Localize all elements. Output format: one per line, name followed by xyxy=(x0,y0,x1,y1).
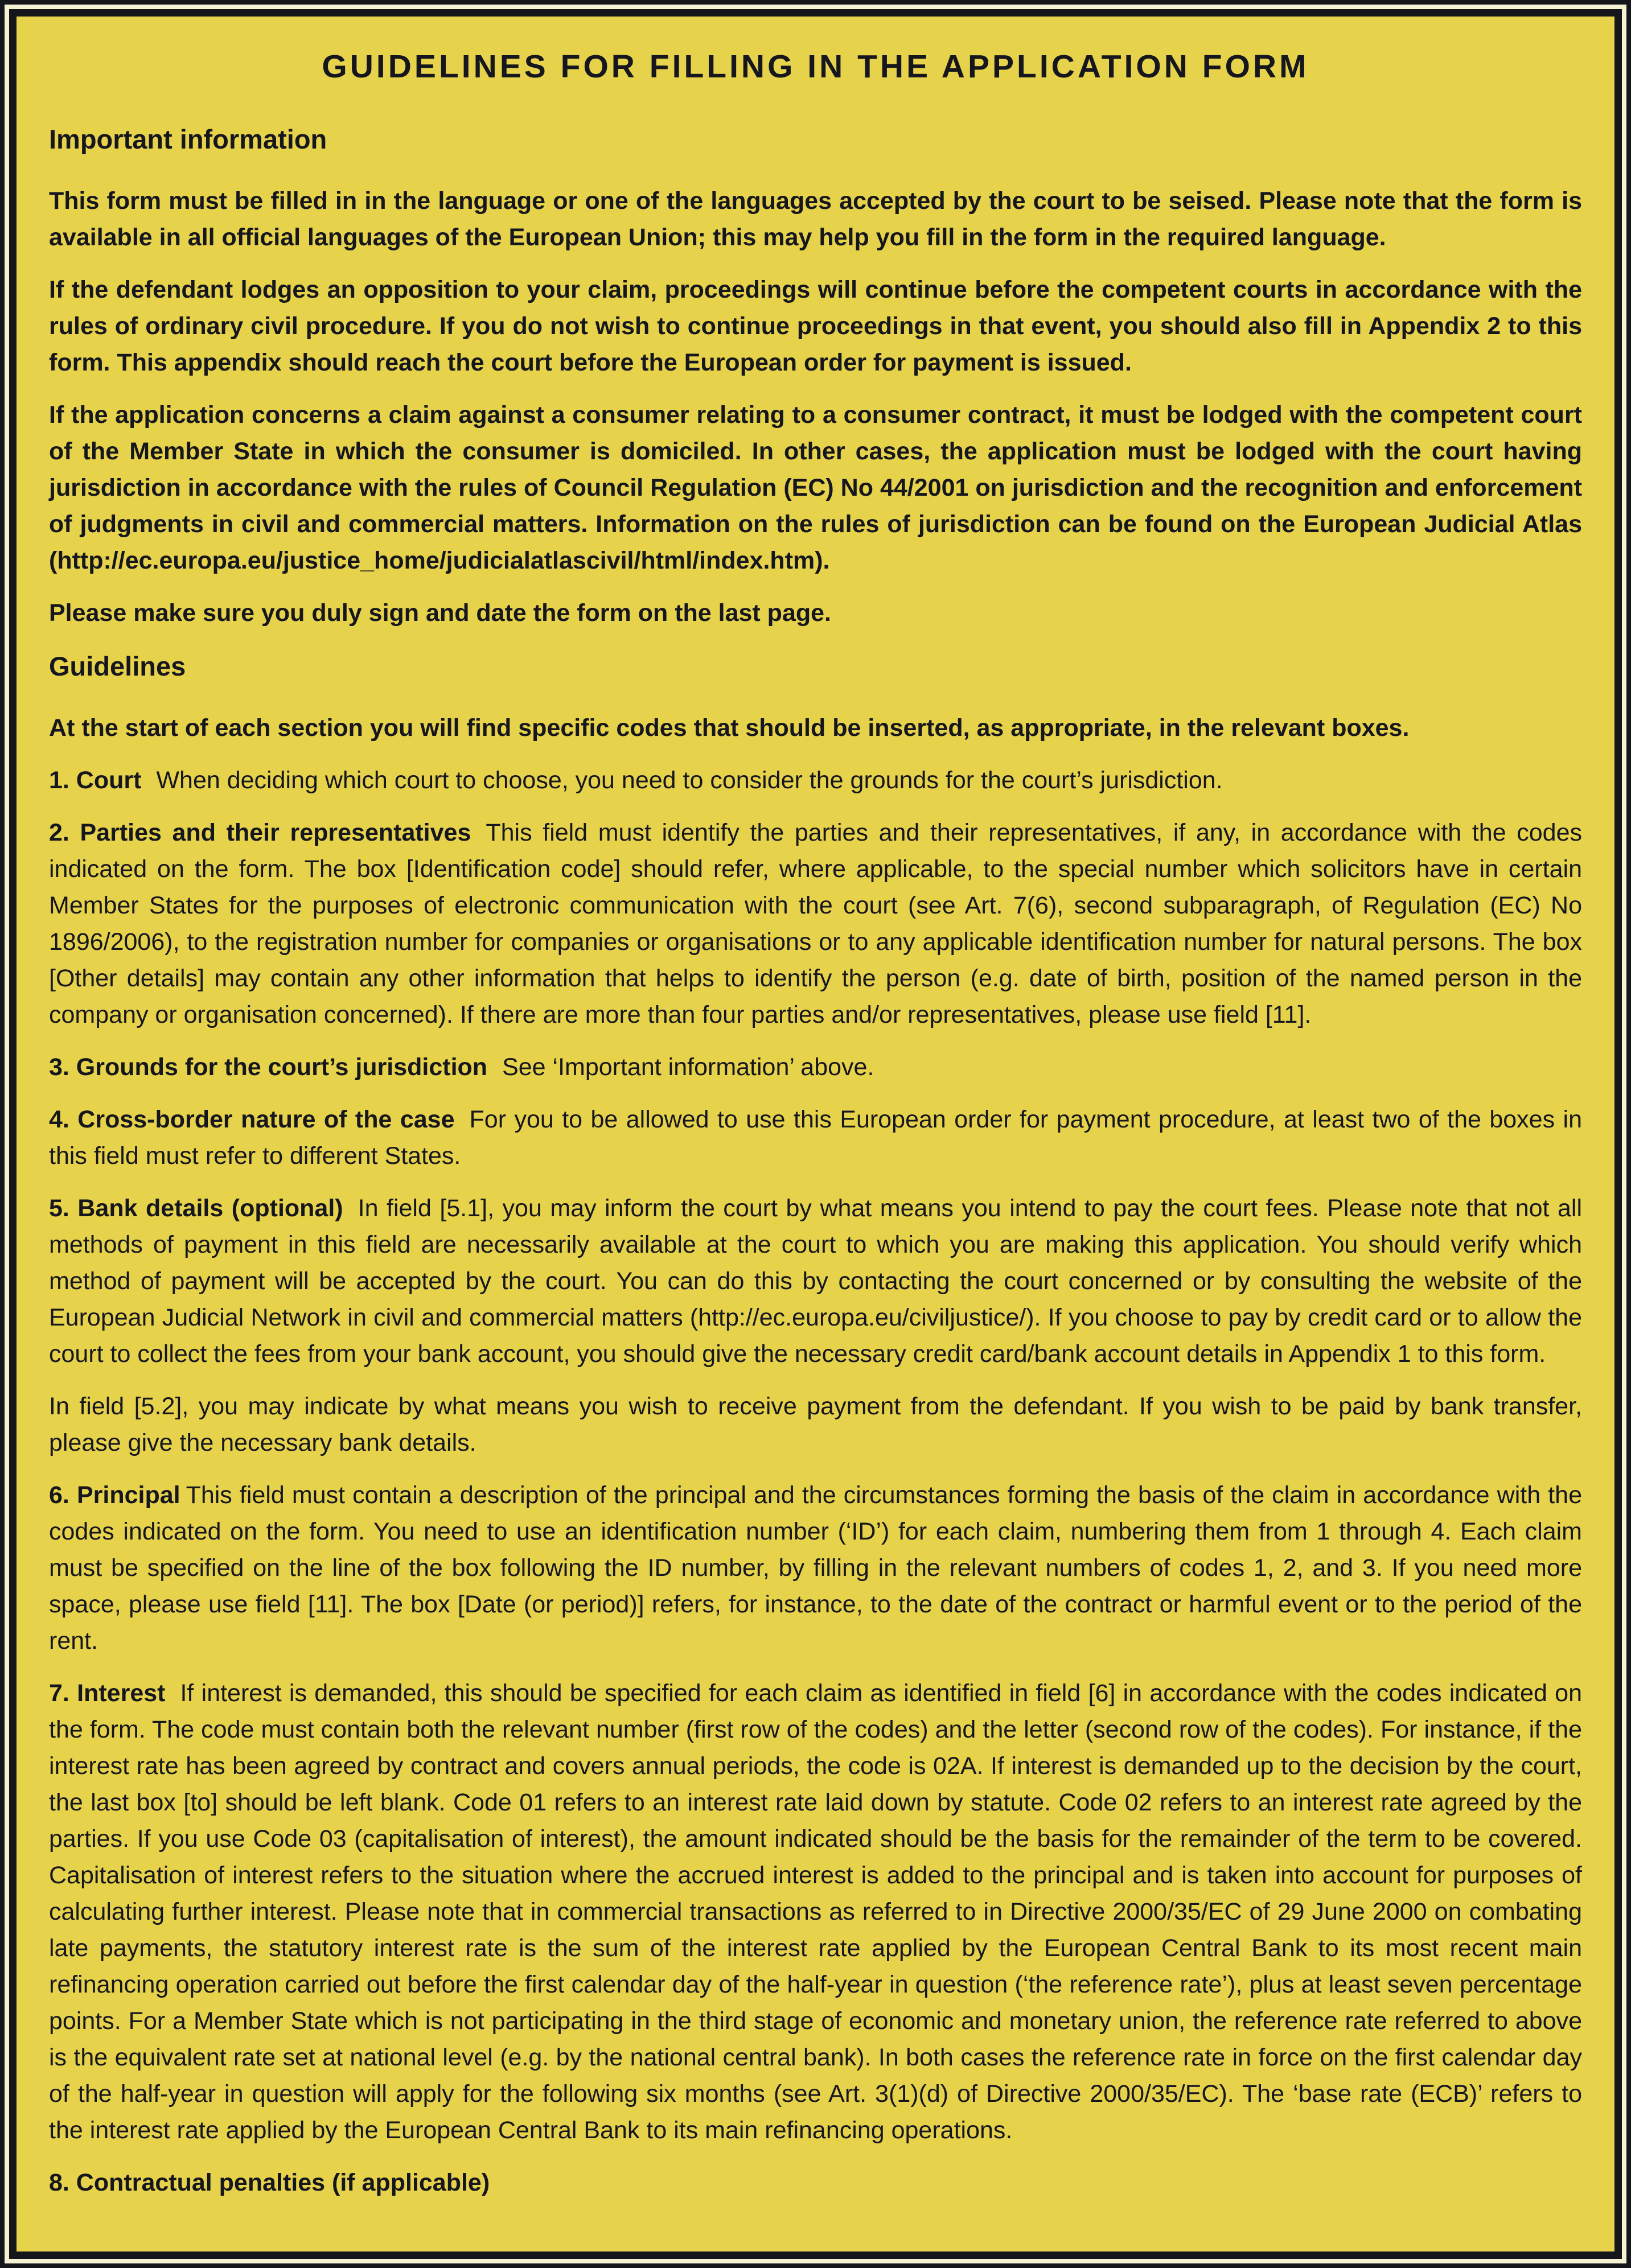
guideline-item-parties xyxy=(49,814,1582,1033)
guideline-item-bank-details-text: In field [5.1], you may inform the court by what means you intend to pay the court fees. Please note that not all methods of payment in this field are necessarily available at the court to which you are making this application. You should verify which method of payment will be accepted by the court. You can do this by contacting the court concerned or by consulting the website of the European Judicial Network in civil and commercial matters (http://ec.europa.eu/civiljustice/). If you choose to pay by credit card or to allow the court to collect the fees from your bank account, you should give the necessary credit card/bank account details in Appendix 1 to this form. xyxy=(49,1195,1583,1368)
guidelines-intro: At the start of each section you will find specific codes that should be inserted, as appropriate, in the relevant boxes. xyxy=(49,714,1410,742)
guideline-item-bank-details-label: 5. Bank details (optional) xyxy=(49,1195,343,1222)
guideline-item-interest-text: If interest is demanded, this should be specified for each claim as identified in field [6] in accordance with the codes indicated on the form. The code must contain both the relevant number (first row of the codes) and the letter (second row of the codes). For instance, if the interest rate has been agreed by contract and covers annual periods, the code is 02A. If interest is demanded up to the decision by the court, the last box [to] should be left blank. Code 01 refers to an interest rate laid down by statute. Code 02 refers to an interest rate agreed by the parties. If you use Code 03 (capitalisation of interest), the amount indicated should be the basis for the remainder of the term to be covered. Capitalisation of interest refers to the situation where the accrued interest is added to the principal and is taken into account for purposes of calculating further interest. Please note that in commercial transactions as referred to in Directive 2000/35/EC of 29 June 2000 on combating late payments, the statutory interest rate is the sum of the interest rate applied by the European Central Bank to its most recent main refinancing operation carried out before the first calendar day of the half-year in question (‘the reference rate’), plus at least seven percentage points. For a Member State which is not participating in the third stage of economic and monetary union, the reference rate referred to above is the equivalent rate set at national level (e.g. by the national central bank). In both cases the reference rate in force on the first calendar day of the half-year in question will apply for the following six months (see Art. 3(1)(d) of Directive 2000/35/EC). The ‘base rate (ECB)’ refers to the interest rate applied by the European Central Bank to its main refinancing operations. xyxy=(49,1680,1582,2144)
guideline-item-grounds-label: 3. Grounds for the court’s jurisdiction xyxy=(49,1053,488,1081)
guideline-item-bank-details-5-2-text: In field [5.2], you may indicate by what means you wish to receive payment from the defendant. If you wish to be paid by bank transfer, please give the necessary bank details. xyxy=(49,1393,1582,1456)
important-info-paragraph-language: This form must be filled in in the language or one of the languages accepted by the court to be seised. Please note that the form is available in all official languages of the European Union; this may help you fill in the form in the required language. xyxy=(49,187,1582,251)
guideline-item-interest-label: 7. Interest xyxy=(49,1680,166,1707)
guideline-item-grounds-text: See ‘Important information’ above. xyxy=(502,1053,874,1081)
guidelines-heading: Guidelines xyxy=(49,651,186,681)
important-information-heading: Important information xyxy=(49,124,327,154)
guideline-item-principal-text: This field must contain a description of the principal and the circumstances forming the basis of the claim in accordance with the codes indicated on the form. You need to use an identification number (‘ID’) for each claim, numbering them from 1 through 4. Each claim must be specified on the line of the box following the ID number, by filling in the relevant numbers of codes 1, 2, and 3. If you need more space, please use field [11]. The box [Date (or period)] refers, for instance, to the date of the contract or harmful event or to the period of the rent. xyxy=(49,1481,1582,1654)
page-title: GUIDELINES FOR FILLING IN THE APPLICATION FORM xyxy=(322,48,1309,85)
guideline-item-cross-border xyxy=(49,1101,1582,1174)
important-info-paragraph-jurisdiction: If the application concerns a claim against a consumer relating to a consumer contract, it must be lodged with the competent court of the Member State in which the consumer is domiciled. In other cases, the application must be lodged with the court having jurisdiction in accordance with the rules of Council Regulation (EC) No 44/2001 on jurisdiction and the recognition and enforcement of judgments in civil and commercial matters. Information on the rules of jurisdiction can be found on the European Judicial Atlas (http://ec.europa.eu/justice_home/judicialatlascivil/html/index.htm). xyxy=(49,401,1582,574)
guideline-item-court-label: 1. Court xyxy=(49,767,142,794)
guideline-item-parties-label: 2. Parties and their representatives xyxy=(49,819,471,846)
guideline-item-cross-border-label: 4. Cross-border nature of the case xyxy=(49,1106,455,1133)
guideline-item-court-text: When deciding which court to choose, you need to consider the grounds for the court’s jurisdiction. xyxy=(156,767,1223,794)
important-info-paragraph-sign-date: Please make sure you duly sign and date the form on the last page. xyxy=(49,599,831,627)
guideline-item-contractual-penalties xyxy=(49,2164,1582,2201)
guideline-item-court xyxy=(49,762,1582,798)
important-info-paragraph-opposition: If the defendant lodges an opposition to your claim, proceedings will continue before the competent courts in accordance with the rules of ordinary civil procedure. If you do not wish to continue proceedings in that event, you should also fill in Appendix 2 to this form. This appendix should reach the court before the European order for payment is issued. xyxy=(49,276,1582,376)
guideline-item-principal-label: 6. Principal xyxy=(49,1481,180,1509)
guideline-item-bank-details-5-2 xyxy=(49,1388,1582,1461)
document-page xyxy=(9,9,1622,2259)
guideline-item-parties-text: This field must identify the parties and their representatives, if any, in accordance with the codes indicated on the form. The box [Identification code] should refer, where applicable, to the special number which solicitors have in certain Member States for the purposes of electronic communication with the court (see Art. 7(6), second subparagraph, of Regulation (EC) No 1896/2006), to the registration number for companies or organisations or to any applicable identification number for natural persons. The box [Other details] may contain any other information that helps to identify the person (e.g. date of birth, position of the named person in the company or organisation concerned). If there are more than four parties and/or representatives, please use field [11]. xyxy=(49,819,1582,1028)
guideline-item-grounds xyxy=(49,1049,1582,1085)
guideline-item-principal xyxy=(49,1477,1582,1659)
guideline-item-cross-border-text: For you to be allowed to use this European order for payment procedure, at least two of the boxes in this field must refer to different States. xyxy=(49,1106,1582,1170)
guideline-item-contractual-penalties-label: 8. Contractual penalties (if applicable) xyxy=(49,2169,490,2196)
guideline-item-interest xyxy=(49,1675,1582,2148)
guideline-item-bank-details xyxy=(49,1190,1582,1372)
